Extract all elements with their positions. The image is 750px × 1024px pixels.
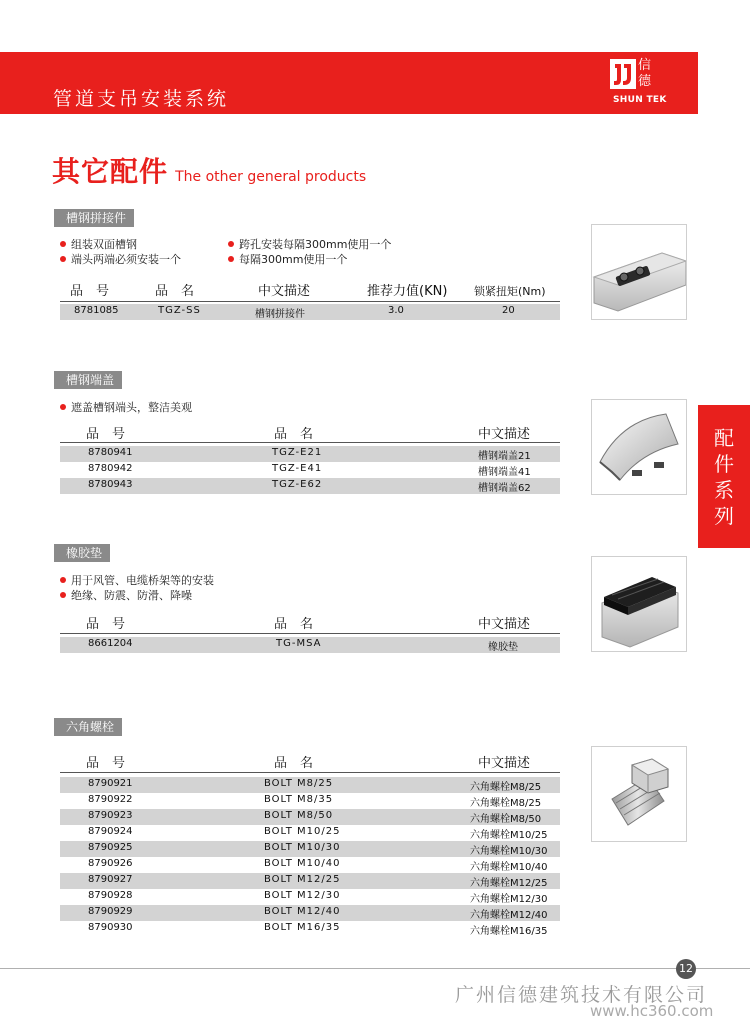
page-number-badge: 12 (676, 959, 696, 979)
table-divider (60, 633, 560, 634)
logo-chinese (638, 58, 654, 90)
logo-char-2: 德 (638, 74, 652, 89)
logo-char-1: 信 (638, 58, 652, 73)
cell-desc: 橡胶垫 (488, 642, 518, 653)
company-name: 广州信德建筑技术有限公司 (455, 984, 708, 1006)
column-header-code: 品 号 (86, 427, 126, 442)
bullet-item: 端头两端必须安装一个 (60, 251, 181, 267)
column-header-force: 推荐力值(KN) (367, 284, 448, 299)
table-row (60, 478, 560, 494)
cell-name: BOLT M8/50 (264, 810, 334, 821)
cell-name: TGZ-E21 (272, 447, 323, 458)
cell-name: BOLT M8/25 (264, 778, 334, 789)
bullet-dot-icon (228, 241, 234, 247)
logo-mark-icon (610, 59, 636, 89)
bullet-dot-icon (60, 404, 66, 410)
cell-name: BOLT M12/30 (264, 890, 341, 901)
cell-code: 8790921 (88, 778, 133, 789)
product-image-rubber-pad (591, 556, 687, 652)
cell-name: BOLT M12/25 (264, 874, 341, 885)
cell-desc: 槽钢拼接件 (255, 309, 305, 320)
cell-desc: 六角螺栓M8/25 (470, 798, 542, 809)
column-header-name: 品 名 (274, 427, 314, 442)
bullet-item: 每隔300mm使用一个 (228, 251, 347, 267)
side-tab-char: 列 (714, 504, 734, 528)
product-image-hex-bolt (591, 746, 687, 842)
column-header-name: 品 名 (274, 617, 314, 632)
table-divider (60, 772, 560, 773)
column-header-desc: 中文描述 (478, 756, 531, 771)
cell-name: BOLT M12/40 (264, 906, 341, 917)
product-image-splice (591, 224, 687, 320)
table-row (60, 873, 560, 889)
page-title (52, 150, 366, 190)
cell-name: TGZ-SS (158, 305, 201, 316)
column-header-code: 品 号 (86, 756, 126, 771)
cell-desc: 六角螺栓M10/40 (470, 862, 548, 873)
side-tab-char: 配 (714, 426, 734, 450)
cell-force: 3.0 (388, 305, 404, 316)
cell-desc: 六角螺栓M16/35 (470, 926, 548, 937)
cell-name: BOLT M10/40 (264, 858, 341, 869)
table-row (60, 825, 560, 841)
column-header-desc: 中文描述 (478, 617, 531, 632)
cell-code: 8781085 (74, 305, 119, 316)
category-side-tab (698, 405, 750, 548)
bullet-item: 组装双面槽钢 (60, 236, 137, 252)
cell-desc: 六角螺栓M8/25 (470, 782, 542, 793)
hex-bolt-icon (592, 747, 686, 841)
page-title-cn: 其它配件 (52, 155, 169, 188)
cell-desc: 六角螺栓M10/30 (470, 846, 548, 857)
side-tab-char: 件 (714, 452, 734, 476)
logo-english: SHUN TEK (613, 95, 667, 105)
bullet-dot-icon (60, 241, 66, 247)
bullet-item: 遮盖槽钢端头，整洁美观 (60, 399, 192, 415)
catalog-title: 管道支吊安装系统 (53, 88, 230, 110)
table-row (60, 304, 560, 320)
column-header-name: 品 名 (274, 756, 314, 771)
column-header-desc: 中文描述 (258, 284, 311, 299)
column-header-torque: 锁紧扭矩(Nm) (474, 285, 546, 298)
cell-name: TGZ-E41 (272, 463, 323, 474)
cell-name: TGZ-E62 (272, 479, 323, 490)
table-row (60, 446, 560, 462)
cell-desc: 六角螺栓M12/30 (470, 894, 548, 905)
bullet-dot-icon (60, 577, 66, 583)
bullet-item: 用于风管、电缆桥架等的安装 (60, 572, 214, 588)
cell-code: 8790926 (88, 858, 133, 869)
column-header-code: 品 号 (70, 284, 110, 299)
cell-code: 8780941 (88, 447, 133, 458)
cell-code: 8790929 (88, 906, 133, 917)
cell-desc: 槽钢端盖62 (478, 483, 531, 494)
section-tag-end-cap: 槽钢端盖 (54, 371, 122, 389)
table-row (60, 841, 560, 857)
cell-desc: 六角螺栓M12/40 (470, 910, 548, 921)
cell-name: BOLT M10/30 (264, 842, 341, 853)
footer-divider (0, 968, 750, 969)
cell-code: 8790923 (88, 810, 133, 821)
table-row (60, 777, 560, 793)
cell-desc: 六角螺栓M12/25 (470, 878, 548, 889)
section-tag-splice: 槽钢拼接件 (54, 209, 134, 227)
table-row (60, 857, 560, 873)
table-row (60, 637, 560, 653)
cell-code: 8790930 (88, 922, 133, 933)
table-row (60, 921, 560, 937)
bullet-dot-icon (228, 256, 234, 262)
channel-splice-icon (592, 225, 686, 319)
cell-name: BOLT M16/35 (264, 922, 341, 933)
cell-code: 8790922 (88, 794, 133, 805)
side-tab-char: 系 (714, 478, 734, 502)
cell-code: 8790927 (88, 874, 133, 885)
cell-desc: 槽钢端盖41 (478, 467, 531, 478)
cell-name: BOLT M8/35 (264, 794, 334, 805)
cell-torque: 20 (502, 305, 515, 316)
cell-desc: 槽钢端盖21 (478, 451, 531, 462)
product-image-end-cap (591, 399, 687, 495)
bullet-item: 跨孔安装每隔300mm使用一个 (228, 236, 391, 252)
cell-code: 8780942 (88, 463, 133, 474)
bullet-dot-icon (60, 256, 66, 262)
cell-code: 8790925 (88, 842, 133, 853)
rubber-pad-icon (592, 557, 686, 651)
cell-desc: 六角螺栓M10/25 (470, 830, 548, 841)
cell-code: 8780943 (88, 479, 133, 490)
table-row (60, 462, 560, 478)
watermark-text: www.hc360.com (590, 1002, 714, 1020)
column-header-code: 品 号 (86, 617, 126, 632)
table-row (60, 905, 560, 921)
column-header-desc: 中文描述 (478, 427, 531, 442)
table-row (60, 809, 560, 825)
cell-name: TG-MSA (276, 638, 322, 649)
section-tag-rubber-pad: 橡胶垫 (54, 544, 110, 562)
bullet-item: 绝缘、防震、防滑、降噪 (60, 587, 192, 603)
cell-code: 8790928 (88, 890, 133, 901)
end-cap-icon (592, 400, 686, 494)
cell-code: 8661204 (88, 638, 133, 649)
cell-desc: 六角螺栓M8/50 (470, 814, 542, 825)
page-title-en: The other general products (175, 169, 367, 185)
table-divider (60, 301, 560, 302)
cell-name: BOLT M10/25 (264, 826, 341, 837)
cell-code: 8790924 (88, 826, 133, 837)
table-row (60, 889, 560, 905)
table-divider (60, 442, 560, 443)
section-tag-hex-bolt: 六角螺栓 (54, 718, 122, 736)
table-row (60, 793, 560, 809)
bullet-dot-icon (60, 592, 66, 598)
brand-logo (610, 55, 690, 111)
column-header-name: 品 名 (155, 284, 195, 299)
